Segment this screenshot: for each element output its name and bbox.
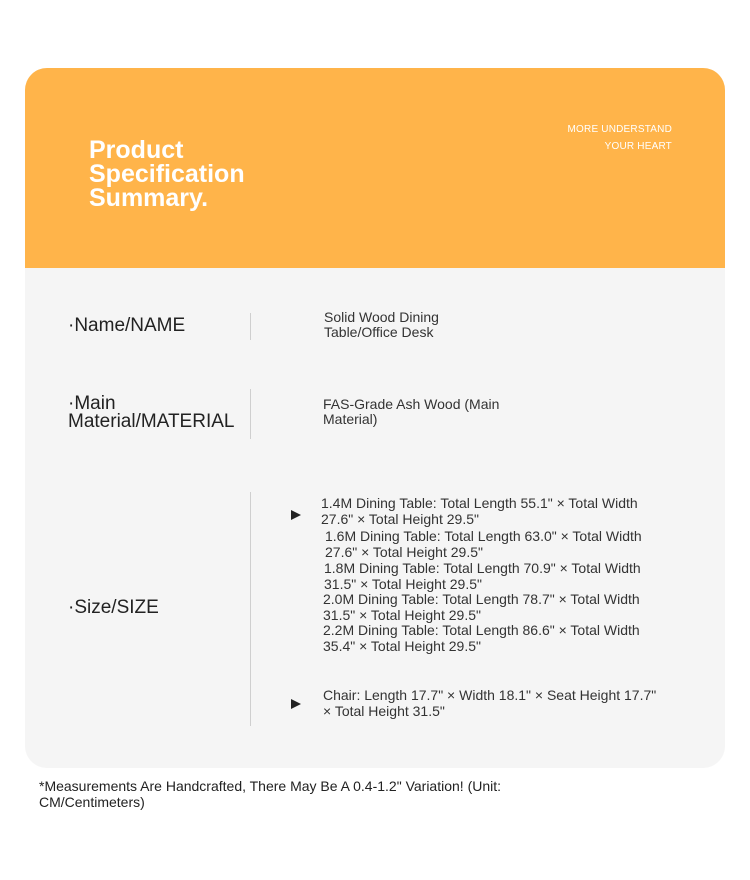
name-divider — [250, 313, 251, 340]
title-line-1: Product — [89, 136, 184, 164]
tagline-line-2: YOUR HEART — [604, 141, 672, 152]
name-label: ·Name/NAME — [68, 315, 186, 336]
title-line-2: Specification — [89, 160, 245, 188]
material-label: ·Main Material/MATERIAL — [68, 393, 235, 432]
size-table-1-6m: 1.6M Dining Table: Total Length 63.0" × Total Width 27.6" × Total Height 29.5" — [325, 528, 642, 560]
size-table-2-2m: 2.2M Dining Table: Total Length 86.6" × Total Width 35.4" × Total Height 29.5" — [323, 622, 640, 654]
table-bullet-icon — [291, 510, 301, 520]
size-chair: Chair: Length 17.7" × Width 18.1" × Seat Height 17.7" × Total Height 31.5" — [323, 687, 657, 719]
page-title — [89, 138, 245, 210]
tagline-line-1: MORE UNDERSTAND — [567, 124, 672, 135]
size-table-1-8m: 1.8M Dining Table: Total Length 70.9" × Total Width 31.5" × Total Height 29.5" — [324, 560, 641, 592]
size-table-2-0m: 2.0M Dining Table: Total Length 78.7" × Total Width 31.5" × Total Height 29.5" — [323, 591, 640, 623]
material-divider — [250, 389, 251, 439]
name-value: Solid Wood Dining Table/Office Desk — [324, 309, 439, 340]
title-line-3: Summary. — [89, 184, 209, 212]
tagline — [568, 121, 672, 155]
chair-bullet-icon — [291, 699, 301, 709]
size-table-1-4m: 1.4M Dining Table: Total Length 55.1" × Total Width 27.6" × Total Height 29.5" — [321, 495, 638, 527]
size-divider — [250, 492, 251, 726]
spec-header — [25, 68, 725, 268]
material-value: FAS-Grade Ash Wood (Main Material) — [323, 396, 500, 427]
size-label: ·Size/SIZE — [68, 597, 159, 618]
measurement-footnote: *Measurements Are Handcrafted, There May Be A 0.4-1.2" Variation! (Unit: CM/Centimeters) — [39, 778, 502, 810]
